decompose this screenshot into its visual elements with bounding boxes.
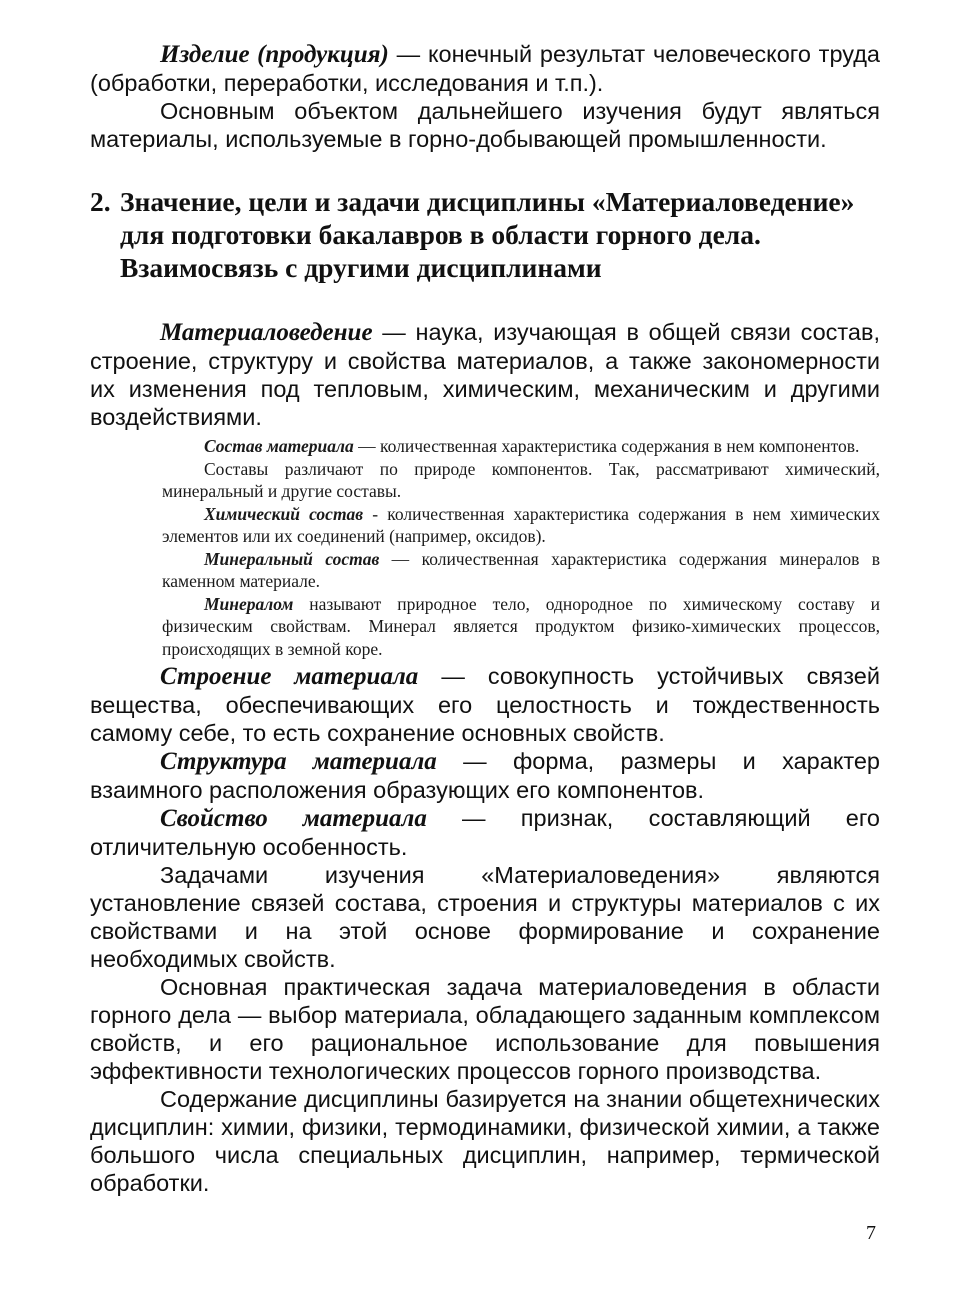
note-text: называют природное тело, однородное по химическому составу и физическим свойствам. Минерал является продуктом физико-химических процессов, происходящих в земной коре. [162, 593, 880, 659]
note-term: Состав материала [204, 436, 354, 456]
term-text: — признак, составляющий его отличительную особенность. [90, 805, 880, 860]
definition-materials-science [90, 318, 880, 431]
section-number: 2. [90, 186, 111, 217]
term-text: — форма, размеры и характер взаимного расположения образующих его компонентов. [90, 748, 880, 803]
note-chemical-composition [162, 503, 880, 548]
notes-block [90, 435, 880, 660]
term-text: — совокупность устойчивых связей вещества, обеспечивающих его целостность и тождественность самому себе, то есть сохранение основных свойств. [90, 663, 880, 746]
note-text: — количественная характеристика содержания в нем компонентов. [353, 436, 860, 456]
term-product: Изделие (продукция) [160, 41, 389, 68]
note-mineral [162, 593, 880, 661]
term-label: Структура материала [160, 748, 437, 775]
intro-paragraph-2: Основным объектом дальнейшего изучения будут являться материалы, используемые в горно-добывающей промышленности. [90, 98, 880, 152]
note-term: Химический состав [204, 503, 364, 524]
note-term: Минералом [204, 593, 294, 614]
intro-paragraph-1 [90, 40, 880, 97]
section-heading [90, 185, 880, 284]
paragraph-tasks: Задачами изучения «Материаловедения» являются установление связей состава, строения и структуры материалов с их свойствами и на этой основе формирование и сохранение необходимых свойств. [90, 862, 880, 972]
term-materials-science: Материаловедение [160, 319, 373, 346]
note-term: Минеральный состав [204, 548, 380, 569]
note-composition [162, 435, 880, 458]
section-title-line-2: для подготовки бакалавров в области горного дела. [120, 219, 761, 250]
note-text: — количественная характеристика содержания минералов в каменном материале. [162, 548, 881, 591]
intro-paragraph-1-text: — конечный результат человеческого труда (обработки, переработки, исследования и т.п.). [90, 41, 881, 96]
page-content [90, 40, 880, 1197]
term-structure-build [90, 662, 880, 747]
page-number: 7 [866, 1222, 876, 1244]
term-label: Строение материала [160, 663, 419, 690]
note-composition-types [162, 458, 880, 503]
section-heading-line-1 [90, 185, 880, 218]
note-text: - количественная характеристика содержания в нем химических элементов или их соединений (например, оксидов). [162, 503, 880, 546]
note-text: Составы различают по природе компонентов. Так, рассматривают химический, минеральный и другие составы. [162, 458, 880, 501]
term-label: Свойство материала [160, 805, 427, 832]
section-title-line-3: Взаимосвязь с другими дисциплинами [120, 252, 602, 283]
paragraph-content-basis: Содержание дисциплины базируется на знании общетехнических дисциплин: химии, физики, термодинамики, физической химии, а также большого числа специальных дисциплин, например, термической обработки. [90, 1086, 880, 1196]
definition-materials-science-text: — наука, изучающая в общей связи состав, строение, структуру и свойства материалов, а также закономерности их изменения под тепловым, химическим, механическим и другими воздействиями. [90, 319, 880, 430]
term-structure [90, 747, 880, 804]
section-title-line-1: Значение, цели и задачи дисциплины «Материаловедение» [120, 186, 855, 217]
note-mineral-composition [162, 548, 880, 593]
paragraph-practical-task: Основная практическая задача материаловедения в области горного дела — выбор материала, обладающего заданным комплексом свойств, и его рациональное использование для повышения эффективности технологических процессов горного производства. [90, 974, 880, 1084]
term-property [90, 804, 880, 861]
